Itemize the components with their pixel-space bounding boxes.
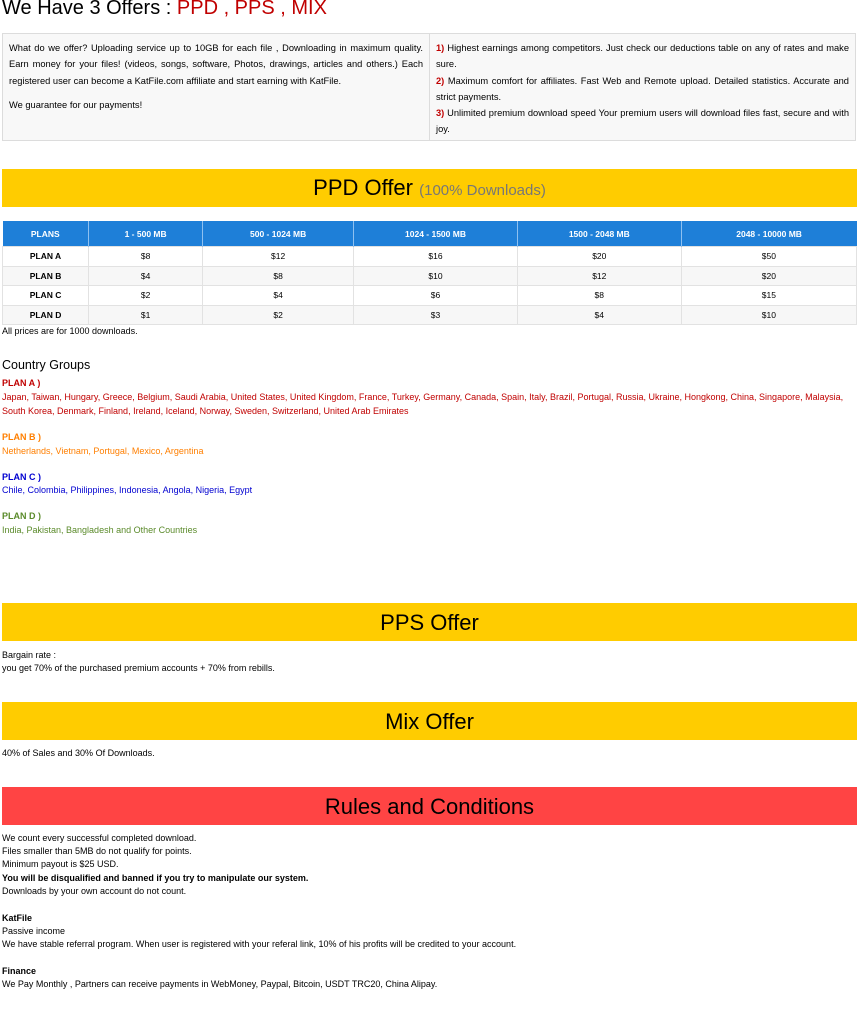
table-row — [3, 286, 857, 306]
plan-d-countries: India, Pakistan, Bangladesh and Other Countries — [2, 525, 198, 535]
intro-guarantee: We guarantee for our payments! — [9, 99, 143, 110]
benefit-item — [436, 40, 849, 73]
table-cell: $8 — [89, 247, 203, 267]
rule-line-warning: You will be disqualified and banned if you try to manipulate our system. — [2, 872, 309, 883]
plan-b-countries: Netherlands, Vietnam, Portugal, Mexico, Argentina — [2, 446, 204, 456]
plan-a-label: PLAN A ) — [2, 378, 41, 388]
table-cell: $8 — [517, 286, 681, 306]
ppd-rates-table — [2, 221, 857, 325]
katfile-section — [2, 912, 516, 952]
katfile-line: Passive income — [2, 926, 66, 937]
finance-line: We Pay Monthly , Partners can receive payments in WebMoney, Paypal, Bitcoin, USDT TRC20, China Alipay. — [2, 979, 438, 990]
table-cell: $15 — [681, 286, 856, 306]
rules-list — [2, 832, 308, 898]
plan-a-countries: Japan, Taiwan, Hungary, Greece, Belgium, Saudi Arabia, United States, United Kingdom, France, Turkey, Germany, Canada, Spain, Italy, Brazil, Portugal, Russia, Ukraine, Hongkong, China, Singapore, Malaysia, South Korea, Denmark, Finland, Ireland, Iceland, Norway, Sweden, Switzerland, United Arab Emirates — [2, 392, 844, 416]
table-cell: $8 — [203, 266, 354, 286]
mix-line: 40% of Sales and 30% Of Downloads. — [2, 748, 155, 758]
pps-line: you get 70% of the purchased premium accounts + 70% from rebills. — [2, 663, 275, 674]
ppd-price-note: All prices are for 1000 downloads. — [2, 326, 138, 336]
benefit-text: Unlimited premium download speed Your premium users will download files fast, secure and with joy. — [436, 108, 849, 135]
header-plans: PLANS — [3, 221, 89, 247]
header-1024-1500mb: 1024 - 1500 MB — [354, 221, 518, 247]
katfile-heading: KatFile — [2, 913, 33, 923]
pps-offer-text — [2, 649, 275, 675]
country-groups-title: Country Groups — [2, 358, 91, 372]
rules-title: Rules and Conditions — [324, 794, 535, 819]
benefit-item — [436, 105, 849, 138]
header-2048-10000mb: 2048 - 10000 MB — [681, 221, 856, 247]
header-500-1024mb: 500 - 1024 MB — [203, 221, 354, 247]
table-cell: $2 — [203, 305, 354, 325]
benefit-text: Maximum comfort for affiliates. Fast Web and Remote upload. Detailed statistics. Accurate and strict payments. — [436, 75, 849, 102]
title-prefix: We Have 3 Offers : — [2, 0, 177, 19]
benefit-text: Highest earnings among competitors. Just check our deductions table on any of rates and make sure. — [436, 43, 849, 70]
mix-offer-banner — [2, 702, 857, 740]
table-cell: $12 — [203, 247, 354, 267]
rule-line: Minimum payout is $25 USD. — [2, 859, 119, 870]
table-cell: $4 — [89, 266, 203, 286]
finance-section — [2, 965, 437, 991]
mix-offer-title: Mix Offer — [385, 709, 474, 734]
table-row — [3, 305, 857, 325]
mix-offer-text — [2, 747, 155, 760]
header-1-500mb: 1 - 500 MB — [89, 221, 203, 247]
table-cell: $10 — [354, 266, 518, 286]
intro-left — [3, 34, 430, 140]
pps-offer-title: PPS Offer — [380, 610, 479, 635]
benefit-number: 3) — [436, 108, 445, 119]
table-cell: $3 — [354, 305, 518, 325]
table-row — [3, 266, 857, 286]
table-cell: $10 — [681, 305, 856, 325]
benefit-item — [436, 73, 849, 106]
table-cell: $4 — [517, 305, 681, 325]
plan-d-label: PLAN D ) — [2, 511, 41, 521]
table-cell: PLAN C — [3, 286, 89, 306]
rule-line: We count every successful completed download. — [2, 833, 197, 843]
table-cell: $20 — [681, 266, 856, 286]
table-header-row — [3, 221, 857, 247]
title-offers: PPD , PPS , MIX — [176, 0, 327, 19]
ppd-offer-title: PPD Offer — [313, 175, 413, 200]
header-1500-2048mb: 1500 - 2048 MB — [517, 221, 681, 247]
table-cell: $50 — [681, 247, 856, 267]
pps-line: Bargain rate : — [2, 650, 57, 660]
plan-b-label: PLAN B ) — [2, 432, 41, 442]
rule-line: Downloads by your own account do not count. — [2, 885, 187, 896]
table-cell: $16 — [354, 247, 518, 267]
intro-description: What do we offer? Uploading service up to 10GB for each file , Downloading in maximum quality. Earn money for your files! (videos, songs, software, Photos, drawings, articles and others.) Each registered user can become a KatFile.com affiliate and start earning with KatFile. — [9, 43, 423, 86]
intro-box — [2, 33, 856, 141]
intro-right — [430, 34, 855, 140]
plan-c-label: PLAN C ) — [2, 472, 41, 482]
table-cell: PLAN A — [3, 247, 89, 267]
page-title — [2, 0, 327, 20]
benefit-number: 1) — [436, 43, 445, 53]
katfile-line: We have stable referral program. When user is registered with your referal link, 10% of his profits will be credited to your account. — [2, 939, 517, 950]
rule-line: Files smaller than 5MB do not qualify for points. — [2, 846, 192, 857]
ppd-offer-subtitle: (100% Downloads) — [419, 182, 546, 199]
table-cell: $2 — [89, 286, 203, 306]
plan-c-countries: Chile, Colombia, Philippines, Indonesia, Angola, Nigeria, Egypt — [2, 485, 253, 495]
rules-banner — [2, 787, 857, 825]
benefit-number: 2) — [436, 75, 445, 86]
finance-heading: Finance — [2, 966, 37, 976]
table-cell: $20 — [517, 247, 681, 267]
table-cell: PLAN D — [3, 305, 89, 325]
table-cell: PLAN B — [3, 266, 89, 286]
pps-offer-banner — [2, 603, 857, 641]
table-cell: $12 — [517, 266, 681, 286]
table-row — [3, 247, 857, 267]
ppd-offer-banner — [2, 169, 857, 207]
table-cell: $6 — [354, 286, 518, 306]
table-cell: $1 — [89, 305, 203, 325]
table-cell: $4 — [203, 286, 354, 306]
